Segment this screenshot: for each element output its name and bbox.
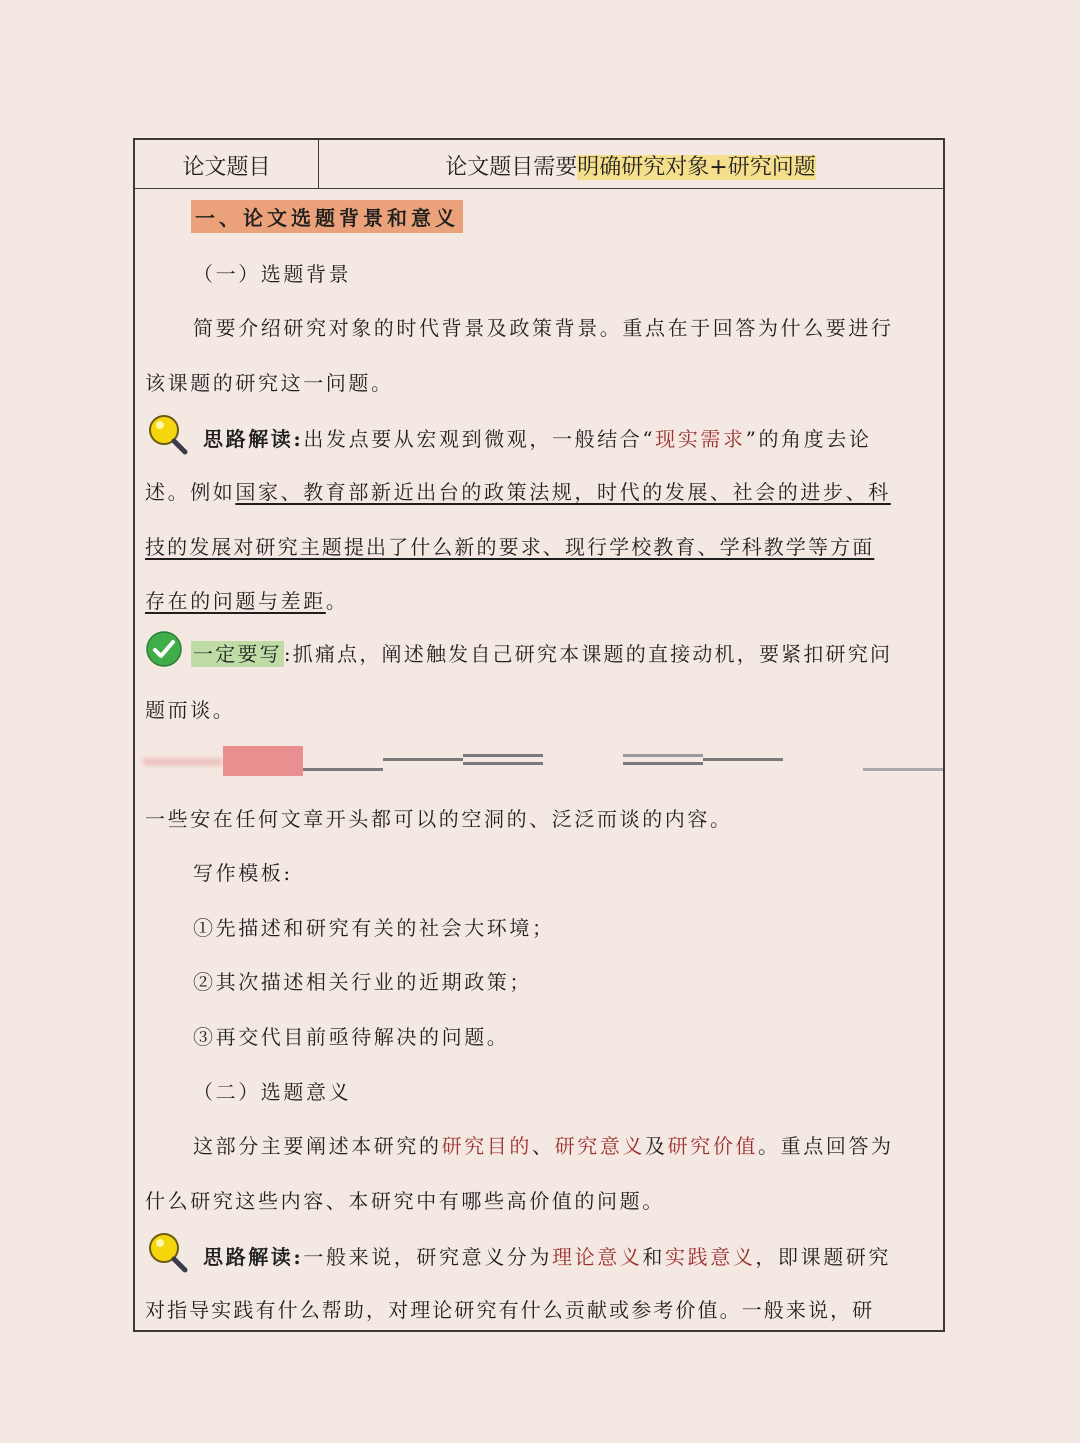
tip-red-text: 现实需求 [655,427,746,451]
paragraph-line: 一些安在任何文章开头都可以的空洞的、泛泛而谈的内容。 [145,807,733,831]
paragraph-text: 及 [645,1134,668,1158]
paragraph-text: 。重点回答为 [758,1134,894,1158]
template-heading: 写作模板: [193,861,293,885]
tip-line [145,585,935,614]
tip-underlined-text: 存在的问题与差距 [145,589,326,613]
must-tag: 一定要写 [193,642,282,666]
header-requirement-text: 论文题目需要 [445,155,578,180]
tip-line [145,531,935,560]
tip-underlined-text: 国家、教育部新近出台的政策法规，时代的发展、社会的进步、科 [235,480,891,504]
magnifier-icon [145,412,189,469]
tip-text: 。 [325,589,349,613]
section-title: 一、论文选题背景和意义 [191,200,463,233]
template-item: ③再交代目前亟待解决的问题。 [193,1025,510,1049]
must-text: :抓痛点，阐述触发自己研究本课题的直接动机，要紧扣研究问 [283,642,893,666]
red-keyword: 研究目的 [441,1134,533,1158]
tip-underlined-text: 技的发展对研究主题提出了什么新的要求、现行学校教育、学科教学等方面 [145,535,875,559]
must-text: 题而谈。 [145,698,236,722]
tip-line [145,412,935,469]
tip-line [145,1230,935,1287]
tip-line: 对指导实践有什么帮助，对理论研究有什么贡献或参考价值。一般来说，研 [145,1298,875,1322]
document-sheet [133,138,945,1332]
tip-text: 一般来说，研究意义分为 [303,1245,552,1269]
paragraph-line [193,1130,935,1159]
red-keyword: 研究价值 [667,1134,759,1158]
template-item: ②其次描述相关行业的近期政策； [193,970,532,994]
tip-label: 思路解读: [203,1245,304,1269]
header-label: 论文题目 [135,140,319,188]
tip-line [145,476,935,505]
redacted-strip [143,744,943,780]
tip-text: 和 [642,1245,666,1269]
template-item: ①先描述和研究有关的社会大环境； [193,916,555,940]
magnifier-icon [145,1230,189,1287]
tip-label: 思路解读: [203,427,304,451]
paragraph-line: 简要介绍研究对象的时代背景及政策背景。重点在于回答为什么要进行 [193,316,894,340]
red-keyword: 理论意义 [552,1245,643,1269]
tip-text: ，即课题研究 [755,1245,892,1269]
must-line [145,694,935,723]
paragraph-line: 什么研究这些内容、本研究中有哪些高价值的问题。 [145,1189,665,1213]
paragraph-text: 、 [532,1134,555,1158]
must-line [145,630,935,681]
header-highlight: 明确研究对象+研究问题 [577,155,816,180]
paragraph-line: 该课题的研究这一问题。 [145,371,394,395]
header-row [135,140,943,189]
paragraph-text: 这部分主要阐述本研究的 [193,1134,442,1158]
red-keyword: 实践意义 [665,1245,756,1269]
subheading-significance: （二）选题意义 [193,1080,352,1104]
tip-text: ”的角度去论 [745,427,872,451]
tip-text: 述。例如 [145,480,236,504]
subheading-background: （一）选题背景 [193,262,352,286]
red-keyword: 研究意义 [554,1134,646,1158]
green-check-icon [145,630,183,681]
header-requirement [318,140,943,188]
tip-text: 出发点要从宏观到微观，一般结合“ [303,427,656,451]
